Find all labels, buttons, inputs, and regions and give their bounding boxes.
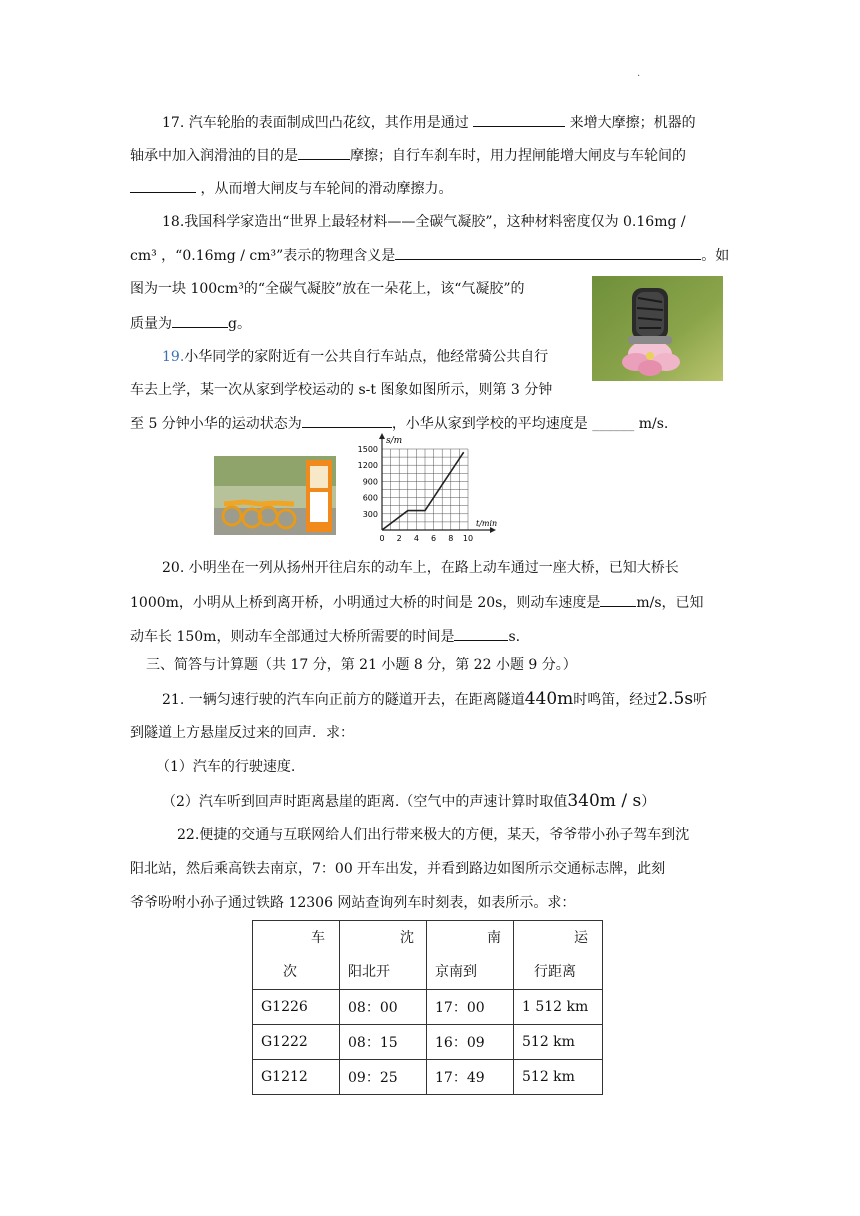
- q18-line3: 图为一块 100cm³的“全碳气凝胶”放在一朵花上，该“气凝胶”的: [130, 281, 525, 297]
- q21-sub1: （1）汽车的行驶速度.: [156, 759, 296, 775]
- q18-blank-2: [172, 313, 228, 328]
- section-3-heading: 三、简答与计算题（共 17 分，第 21 小题 8 分，第 22 小题 9 分。）: [146, 657, 577, 673]
- table-cell: 512 km: [514, 1025, 603, 1060]
- x-tick-label: 8: [448, 534, 454, 543]
- x-axis-label: t/min: [476, 519, 498, 528]
- q19-line2: 车去上学，某一次从家到学校运动的 s-t 图象如图所示，则第 3 分钟: [130, 382, 553, 398]
- x-tick-labels: [379, 534, 473, 543]
- x-tick-label: 10: [462, 534, 474, 543]
- q21-line1: 21. 一辆匀速行驶的汽车向正前方的隧道开去，在距离隧道440m时鸣笛，经过2.5s听: [162, 689, 708, 709]
- train-timetable: [252, 920, 603, 1095]
- q22-line1: 22.便捷的交通与互联网给人们出行带来极大的方便，某天，爷爷带小孙子驾车到沈: [177, 827, 690, 843]
- page-mark: .: [637, 68, 641, 79]
- q17-line3: ，从而增大闸皮与车轮间的滑动摩擦力。: [130, 178, 730, 199]
- x-tick-label: 0: [379, 534, 385, 543]
- q19-line3: 至 5 分钟小华的运动状态为 ，小华从家到学校的平均速度是 ______ m/s.: [130, 413, 730, 434]
- y-tick-label: 1500: [357, 445, 378, 454]
- x-tick-label: 4: [413, 534, 419, 543]
- q18-blank-1: [395, 245, 701, 260]
- y-tick-label: 1200: [357, 461, 378, 471]
- q20-line2: 1000m，小明从上桥到离开桥，小明通过大桥的时间是 20s，则动车速度是 m/s，已知: [130, 592, 730, 613]
- q17-blank-3: [130, 178, 196, 193]
- y-tick-label: 600: [362, 493, 378, 503]
- q18-line1: 18.我国科学家造出“世界上最轻材料——全碳气凝胶”，这种材料密度仅为 0.16mg /: [162, 214, 686, 230]
- q21-line2: 到隧道上方悬崖反过来的回声．求：: [130, 725, 354, 741]
- table-cell: 08：00: [340, 990, 427, 1025]
- table-cell: 08：15: [340, 1025, 427, 1060]
- header-cell-train: 车 次: [253, 921, 340, 990]
- q22-line2: 阳北站，然后乘高铁去南京，7：00 开车出发，并看到路边如图所示交通标志牌，此刻: [130, 861, 666, 877]
- q17-blank-1: [473, 112, 565, 127]
- q17-blank-2: [298, 145, 350, 160]
- q21-sub2: （2）汽车听到回声时距离悬崖的距离.（空气中的声速计算时取值340m / s）: [162, 791, 656, 811]
- header-cell-distance: 运 行距离: [514, 921, 603, 990]
- distance-time-line: [382, 452, 464, 530]
- table-cell: G1212: [253, 1060, 340, 1095]
- header-cell-arrive: 南 京南到: [427, 921, 514, 990]
- table-row: [253, 1025, 603, 1060]
- q19-blank-1: [302, 413, 392, 428]
- q18-line2: cm³ ，“0.16mg / cm³”表示的物理含义是 。如: [130, 245, 730, 266]
- q19-line1: 19.小华同学的家附近有一公共自行车站点，他经常骑公共自行: [162, 349, 549, 365]
- x-tick-label: 2: [396, 534, 402, 543]
- s-t-chart: [357, 430, 505, 548]
- table-cell: G1226: [253, 990, 340, 1025]
- bicycle-station-photo: [214, 456, 336, 535]
- table-cell: 512 km: [514, 1060, 603, 1095]
- q20-blank-1: [600, 592, 636, 607]
- header-cell-depart: 沈 阳北开: [340, 921, 427, 990]
- q17-line2: 轴承中加入润滑油的目的是 摩擦；自行车刹车时，用力捏闸能增大闸皮与车轮间的: [130, 145, 730, 166]
- y-tick-labels: [358, 445, 378, 519]
- table-cell: 16：09: [427, 1025, 514, 1060]
- q20-blank-2: [454, 626, 508, 641]
- q18-line4: 质量为 g。: [130, 313, 730, 334]
- y-axis-arrow: [379, 433, 385, 439]
- table-row: [253, 1060, 603, 1095]
- table-cell: G1222: [253, 1025, 340, 1060]
- y-tick-label: 300: [362, 509, 378, 519]
- table-cell: 17：49: [427, 1060, 514, 1095]
- table-row: [253, 990, 603, 1025]
- y-tick-label: 900: [362, 477, 378, 487]
- q17-line1: 17. 汽车轮胎的表面制成凹凸花纹，其作用是通过 来增大摩擦；机器的: [162, 112, 762, 133]
- table-cell: 1 512 km: [514, 990, 603, 1025]
- q20-line1: 20. 小明坐在一列从扬州开往启东的动车上，在路上动车通过一座大桥，已知大桥长: [162, 560, 679, 576]
- x-tick-label: 6: [431, 534, 437, 543]
- y-axis-label: s/m: [386, 436, 403, 446]
- table-cell: 17：00: [427, 990, 514, 1025]
- table-cell: 09：25: [340, 1060, 427, 1095]
- q20-line3: 动车长 150m，则动车全部通过大桥所需要的时间是 s.: [130, 626, 730, 647]
- table-header-row: [253, 921, 603, 990]
- chart-grid: [382, 449, 468, 530]
- q22-line3: 爷爷吩咐小孙子通过铁路 12306 网站查询列车时刻表，如表所示。求：: [130, 895, 576, 911]
